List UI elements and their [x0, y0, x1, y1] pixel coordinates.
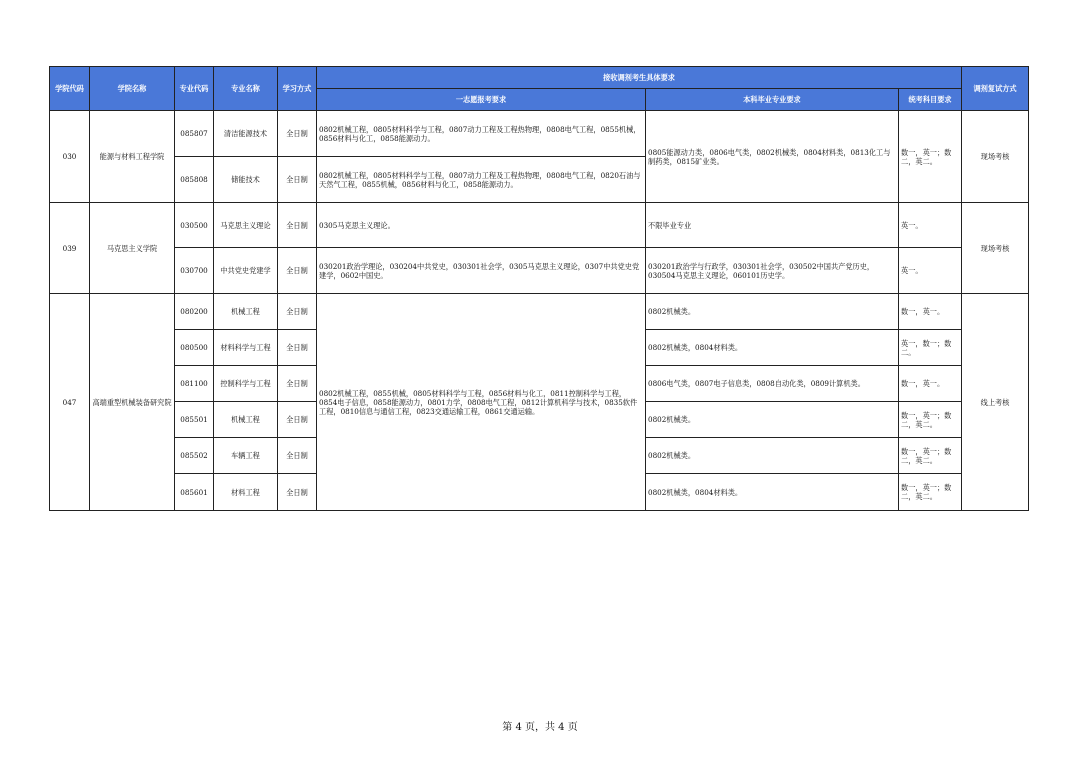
undergrad-req: 0802机械类。 — [646, 402, 899, 438]
undergrad-req: 0802机械类，0804材料类。 — [646, 330, 899, 366]
undergrad-req: 0806电气类，0807电子信息类，0808自动化类，0809计算机类。 — [646, 366, 899, 402]
study-mode: 全日制 — [278, 157, 317, 203]
study-mode: 全日制 — [278, 203, 317, 248]
table-row — [50, 248, 1029, 294]
admission-table — [49, 66, 1029, 511]
study-mode: 全日制 — [278, 366, 317, 402]
major-name: 材料科学与工程 — [214, 330, 278, 366]
col-exam-subjects: 统考科目要求 — [899, 89, 962, 111]
retest-method: 线上考核 — [962, 294, 1029, 511]
major-name: 中共党史党建学 — [214, 248, 278, 294]
college-code: 039 — [50, 203, 90, 294]
major-code: 085502 — [175, 438, 214, 474]
table-row — [50, 203, 1029, 248]
col-major-name: 专业名称 — [214, 67, 278, 111]
major-code: 030500 — [175, 203, 214, 248]
col-undergrad-major: 本科毕业专业要求 — [646, 89, 899, 111]
retest-method: 现场考核 — [962, 203, 1029, 294]
major-name: 材料工程 — [214, 474, 278, 511]
first-choice-req: 0802机械工程，0805材料科学与工程，0807动力工程及工程热物理，0808电气工程，0820石油与天然气工程，0855机械，0856材料与化工，0858能源动力。 — [317, 157, 646, 203]
undergrad-req: 0802机械类。 — [646, 294, 899, 330]
major-code: 085501 — [175, 402, 214, 438]
col-first-choice: 一志愿报考要求 — [317, 89, 646, 111]
undergrad-req: 0802机械类，0804材料类。 — [646, 474, 899, 511]
study-mode: 全日制 — [278, 111, 317, 157]
col-requirements-group: 接收调剂考生具体要求 — [317, 67, 962, 89]
first-choice-req: 0305马克思主义理论。 — [317, 203, 646, 248]
major-name: 马克思主义理论 — [214, 203, 278, 248]
col-college-name: 学院名称 — [90, 67, 175, 111]
major-name: 机械工程 — [214, 402, 278, 438]
college-name: 马克思主义学院 — [90, 203, 175, 294]
major-code: 081100 — [175, 366, 214, 402]
major-name: 清洁能源技术 — [214, 111, 278, 157]
major-code: 085808 — [175, 157, 214, 203]
col-retest-method: 调剂复试方式 — [962, 67, 1029, 111]
college-name: 能源与材料工程学院 — [90, 111, 175, 203]
undergrad-req: 0805能源动力类，0806电气类，0802机械类，0804材料类，0813化工与制药类，0815矿业类。 — [646, 111, 899, 203]
major-code: 030700 — [175, 248, 214, 294]
exam-subjects: 数一，英一。 — [899, 294, 962, 330]
exam-subjects: 英一。 — [899, 248, 962, 294]
exam-subjects: 数一，英一；数二，英二。 — [899, 111, 962, 203]
major-code: 085601 — [175, 474, 214, 511]
first-choice-req: 030201政治学理论，030204中共党史，030301社会学，0305马克思主义理论，0307中共党史党建学，0602中国史。 — [317, 248, 646, 294]
undergrad-req: 不限毕业专业 — [646, 203, 899, 248]
exam-subjects: 英一，数一；数二。 — [899, 330, 962, 366]
retest-method: 现场考核 — [962, 111, 1029, 203]
college-code: 030 — [50, 111, 90, 203]
study-mode: 全日制 — [278, 330, 317, 366]
exam-subjects: 数一，英一；数二，英二。 — [899, 402, 962, 438]
table-row — [50, 294, 1029, 330]
undergrad-req: 0802机械类。 — [646, 438, 899, 474]
college-name: 高端重型机械装备研究院 — [90, 294, 175, 511]
exam-subjects: 数一，英一；数二，英二。 — [899, 474, 962, 511]
first-choice-req: 0802机械工程，0855机械，0805材料科学与工程，0856材料与化工，0811控制科学与工程，0854电子信息，0858能源动力，0801力学，0808电气工程，0812计算机科学与技术，0835软件工程，0810信息与通信工程，0823交通运输工程，0861交通运输。 — [317, 294, 646, 511]
page-number-footer: 第 4 页，共 4 页 — [502, 722, 578, 733]
study-mode: 全日制 — [278, 248, 317, 294]
college-code: 047 — [50, 294, 90, 511]
exam-subjects: 数一，英一；数二，英二。 — [899, 438, 962, 474]
major-name: 控制科学与工程 — [214, 366, 278, 402]
major-name: 机械工程 — [214, 294, 278, 330]
exam-subjects: 英一。 — [899, 203, 962, 248]
major-code: 080500 — [175, 330, 214, 366]
study-mode: 全日制 — [278, 294, 317, 330]
study-mode: 全日制 — [278, 438, 317, 474]
major-code: 080200 — [175, 294, 214, 330]
exam-subjects: 数一，英一。 — [899, 366, 962, 402]
major-name: 储能技术 — [214, 157, 278, 203]
first-choice-req: 0802机械工程，0805材料科学与工程，0807动力工程及工程热物理，0808电气工程，0855机械，0856材料与化工，0858能源动力。 — [317, 111, 646, 157]
major-code: 085807 — [175, 111, 214, 157]
col-college-code: 学院代码 — [50, 67, 90, 111]
table-row — [50, 111, 1029, 157]
study-mode: 全日制 — [278, 402, 317, 438]
major-name: 车辆工程 — [214, 438, 278, 474]
col-study-mode: 学习方式 — [278, 67, 317, 111]
study-mode: 全日制 — [278, 474, 317, 511]
col-major-code: 专业代码 — [175, 67, 214, 111]
undergrad-req: 030201政治学与行政学，030301社会学，030502中国共产党历史，030504马克思主义理论，060101历史学。 — [646, 248, 899, 294]
